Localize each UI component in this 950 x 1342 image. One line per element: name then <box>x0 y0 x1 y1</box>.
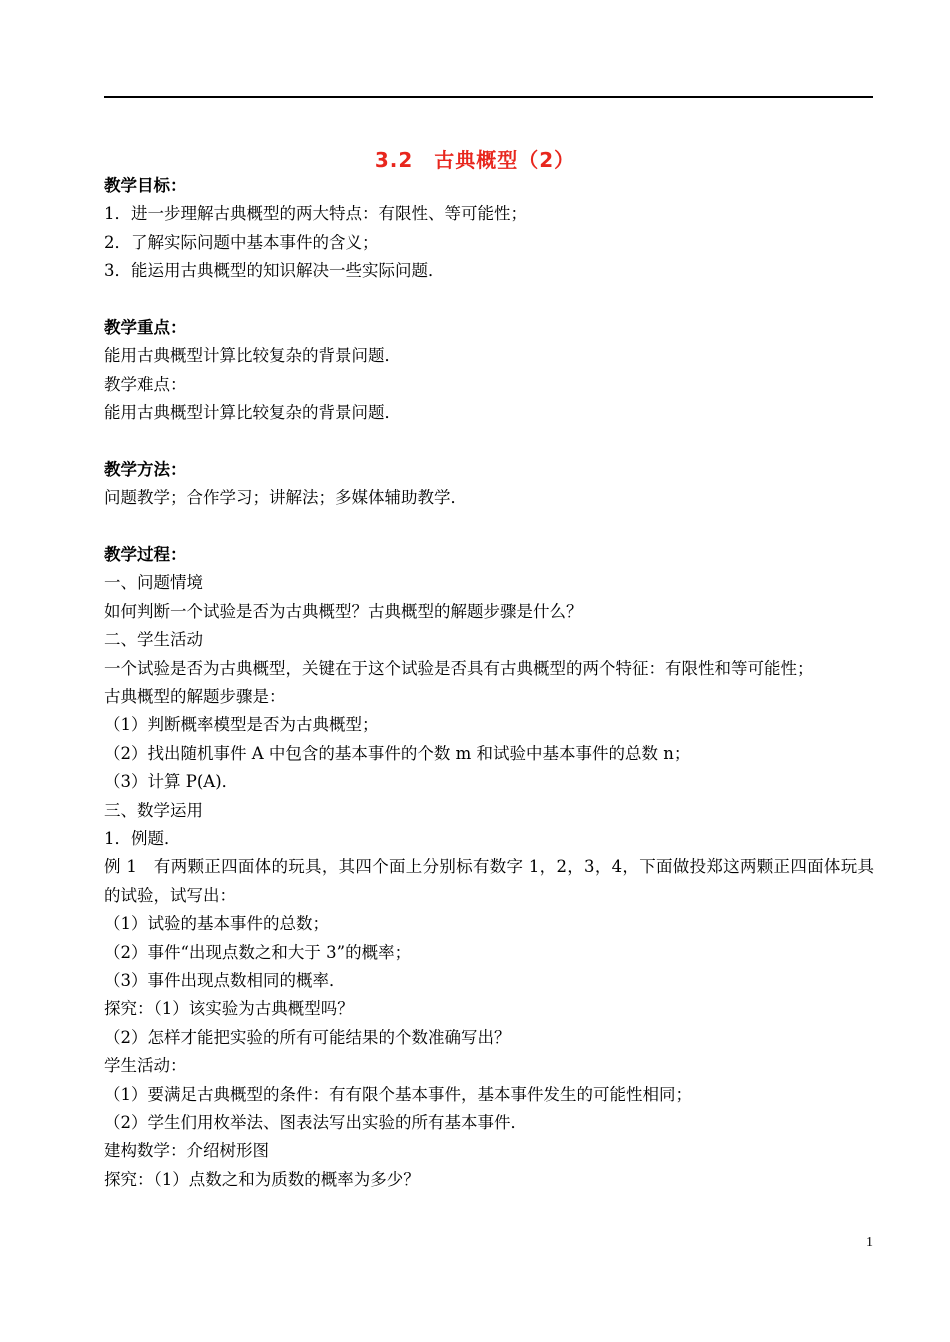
process-line: （2）学生们用枚举法、图表法写出实验的所有基本事件． <box>104 1112 527 1132</box>
document-title: 3.2 古典概型（2） <box>374 148 576 172</box>
methods-heading: 教学方法： <box>104 459 187 479</box>
key-points-heading: 教学重点： <box>104 317 187 337</box>
document-body <box>104 172 874 1194</box>
page-number: 1 <box>866 1235 873 1250</box>
section-heading: 三、数学运用 <box>104 800 203 820</box>
process-line: （1）要满足古典概型的条件：有有限个基本事件，基本事件发生的可能性相同； <box>104 1084 692 1104</box>
header-rule <box>104 96 873 98</box>
step-item: （1）判断概率模型是否为古典概型； <box>104 715 379 735</box>
process-line: （2）怎样才能把实验的所有可能结果的个数准确写出？ <box>104 1027 511 1047</box>
process-line: 建构数学：介绍树形图 <box>104 1141 269 1161</box>
methods-text: 问题教学；合作学习；讲解法；多媒体辅助教学． <box>104 488 467 508</box>
process-line: 如何判断一个试验是否为古典概型？古典概型的解题步骤是什么？ <box>104 601 583 621</box>
example-item: （3）事件出现点数相同的概率． <box>104 970 346 990</box>
example-item: （2）事件“出现点数之和大于 3”的概率； <box>104 942 412 962</box>
example-paragraph: 例 1 有两颗正四面体的玩具，其四个面上分别标有数字 1，2，3，4，下面做投郑这两颗正四面体玩具的试验，试写出： <box>104 857 874 905</box>
process-paragraph: 一个试验是否为古典概型，关键在于这个试验是否具有古典概型的两个特征：有限性和等可能性； <box>104 658 814 678</box>
process-line: 1．例题． <box>104 829 181 848</box>
objective-item: 3．能运用古典概型的知识解决一些实际问题． <box>104 261 445 281</box>
section-heading: 二、学生活动 <box>104 630 203 650</box>
process-line: 探究：（1）点数之和为质数的概率为多少？ <box>104 1169 420 1189</box>
step-item: （3）计算 P(A)． <box>104 772 239 792</box>
process-line: 学生活动： <box>104 1056 187 1076</box>
difficulty-text: 能用古典概型计算比较复杂的背景问题． <box>104 403 401 423</box>
process-line: 古典概型的解题步骤是： <box>104 687 286 707</box>
section-heading: 一、问题情境 <box>104 573 203 593</box>
step-item: （2）找出随机事件 A 中包含的基本事件的个数 m 和试验中基本事件的总数 n； <box>104 743 691 763</box>
process-line: 探究：（1）该实验为古典概型吗？ <box>104 999 354 1019</box>
process-heading: 教学过程： <box>104 545 187 565</box>
difficulty-heading: 教学难点： <box>104 374 187 394</box>
objective-item: 2．了解实际问题中基本事件的含义； <box>104 232 379 252</box>
example-item: （1）试验的基本事件的总数； <box>104 914 329 934</box>
key-points-text: 能用古典概型计算比较复杂的背景问题． <box>104 346 401 366</box>
objectives-heading: 教学目标： <box>104 176 187 195</box>
objective-item: 1．进一步理解古典概型的两大特点：有限性、等可能性； <box>104 204 527 224</box>
